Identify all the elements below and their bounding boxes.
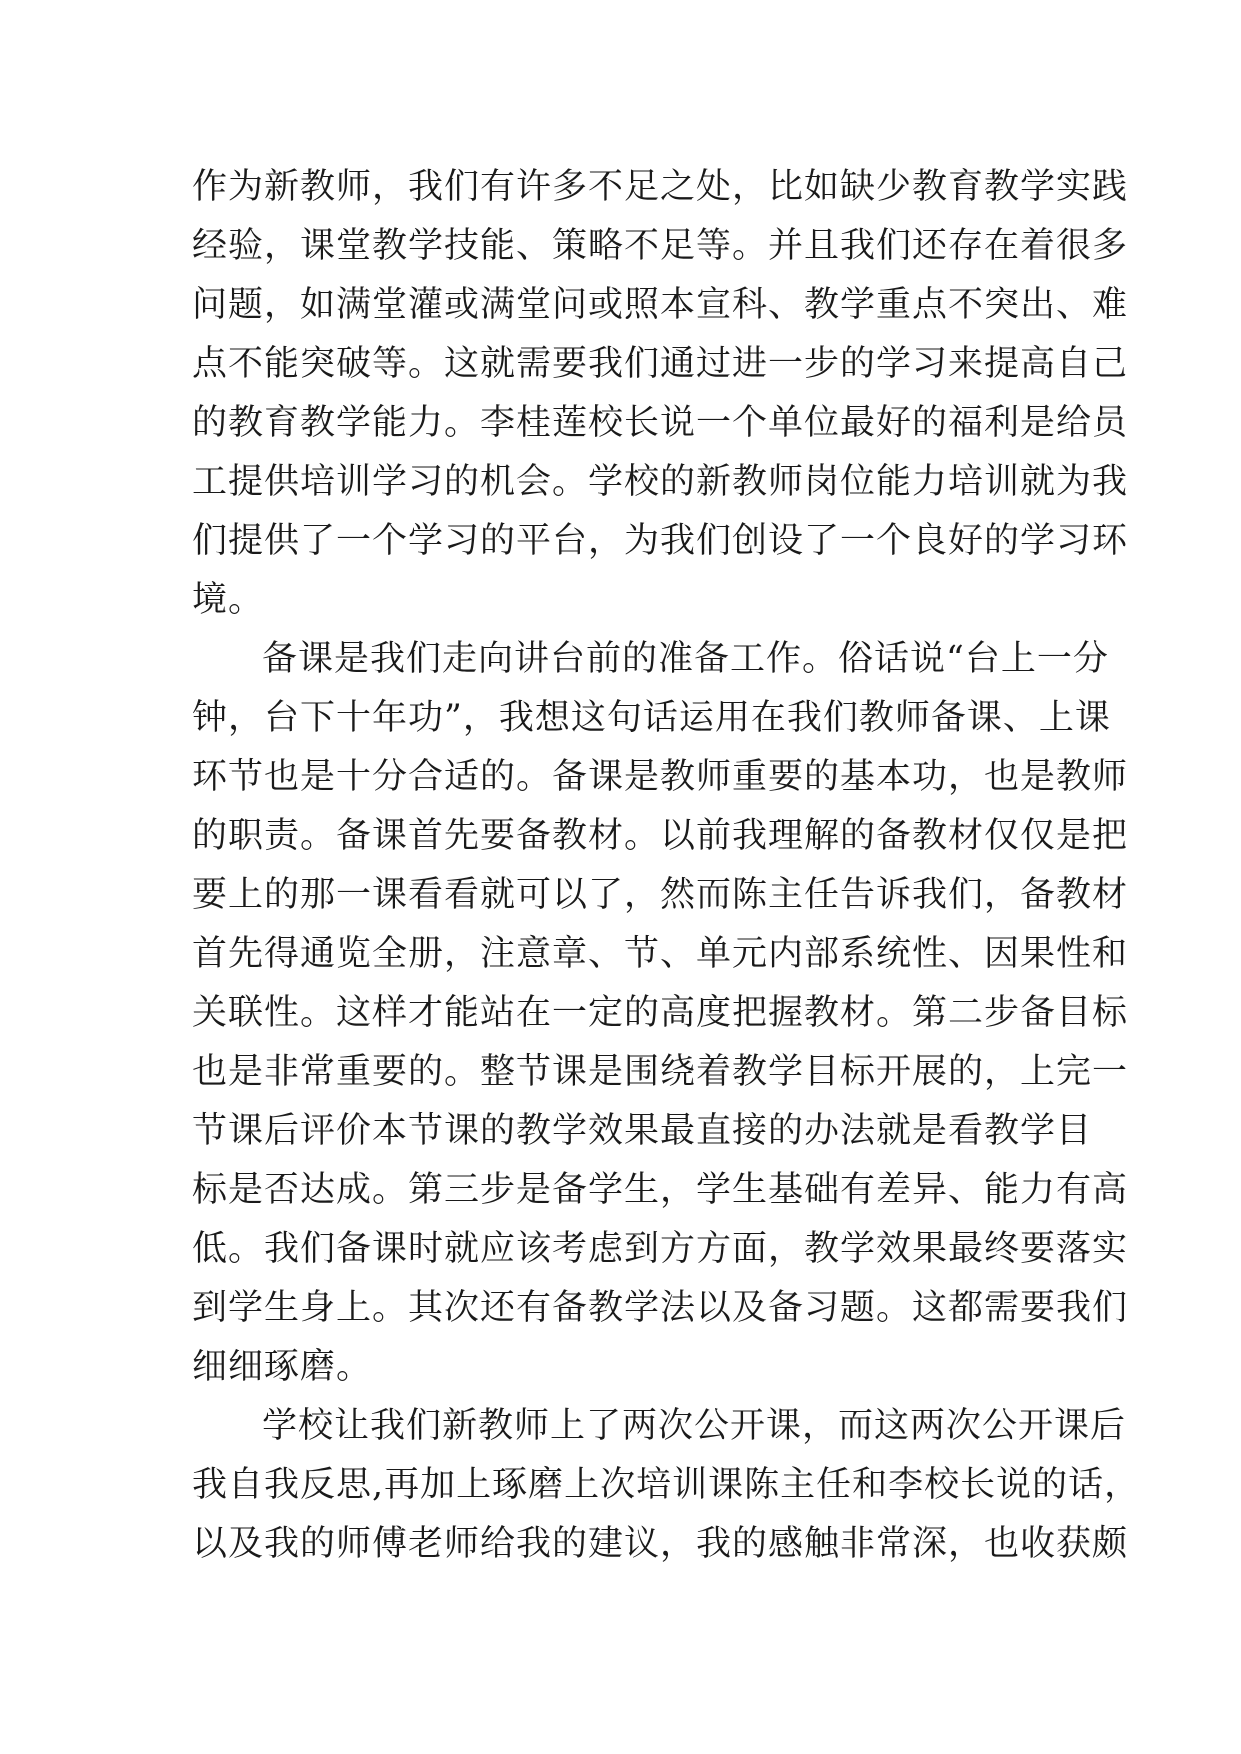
paragraph <box>192 630 1129 1397</box>
text-line: 节课后评价本节课的教学效果最直接的办法就是看教学目 <box>192 1111 1093 1151</box>
text-line: 钟，台下十年功”，我想这句话运用在我们教师备课、上课 <box>192 698 1111 738</box>
text-line: 的教育教学能力。李桂莲校长说一个单位最好的福利是给员 <box>192 403 1129 443</box>
text-line: 要上的那一课看看就可以了，然而陈主任告诉我们，备教材 <box>192 875 1129 915</box>
text-line: 以及我的师傅老师给我的建议，我的感触非常深，也收获颇 <box>192 1524 1129 1564</box>
paragraph <box>192 158 1129 630</box>
text-line: 首先得通览全册，注意章、节、单元内部系统性、因果性和 <box>192 934 1129 974</box>
text-line: 点不能突破等。这就需要我们通过进一步的学习来提高自己 <box>192 344 1129 384</box>
text-line: 工提供培训学习的机会。学校的新教师岗位能力培训就为我 <box>192 462 1129 502</box>
text-line: 问题，如满堂灌或满堂问或照本宣科、教学重点不突出、难 <box>192 285 1129 325</box>
text-line: 备课是我们走向讲台前的准备工作。俗话说“台上一分 <box>262 639 1109 679</box>
text-line: 细细琢磨。 <box>192 1347 373 1387</box>
text-line: 到学生身上。其次还有备教学法以及备习题。这都需要我们 <box>192 1288 1129 1328</box>
paragraph <box>192 1397 1141 1574</box>
text-line: 境。 <box>192 580 265 620</box>
text-line: 也是非常重要的。整节课是围绕着教学目标开展的，上完一 <box>192 1052 1129 1092</box>
text-line: 经验，课堂教学技能、策略不足等。并且我们还存在着很多 <box>192 226 1129 266</box>
text-line: 作为新教师，我们有许多不足之处，比如缺少教育教学实践 <box>192 167 1129 207</box>
text-line: 我自我反思,再加上琢磨上次培训课陈主任和李校长说的话， <box>192 1465 1141 1505</box>
text-line: 的职责。备课首先要备教材。以前我理解的备教材仅仅是把 <box>192 816 1129 856</box>
text-line: 学校让我们新教师上了两次公开课，而这两次公开课后 <box>262 1406 1127 1446</box>
text-line: 环节也是十分合适的。备课是教师重要的基本功，也是教师 <box>192 757 1129 797</box>
text-line: 标是否达成。第三步是备学生，学生基础有差异、能力有高 <box>192 1170 1129 1210</box>
text-line: 低。我们备课时就应该考虑到方方面，教学效果最终要落实 <box>192 1229 1129 1269</box>
text-line: 们提供了一个学习的平台，为我们创设了一个良好的学习环 <box>192 521 1129 561</box>
body-text <box>192 158 1141 1574</box>
text-line: 关联性。这样才能站在一定的高度把握教材。第二步备目标 <box>192 993 1129 1033</box>
